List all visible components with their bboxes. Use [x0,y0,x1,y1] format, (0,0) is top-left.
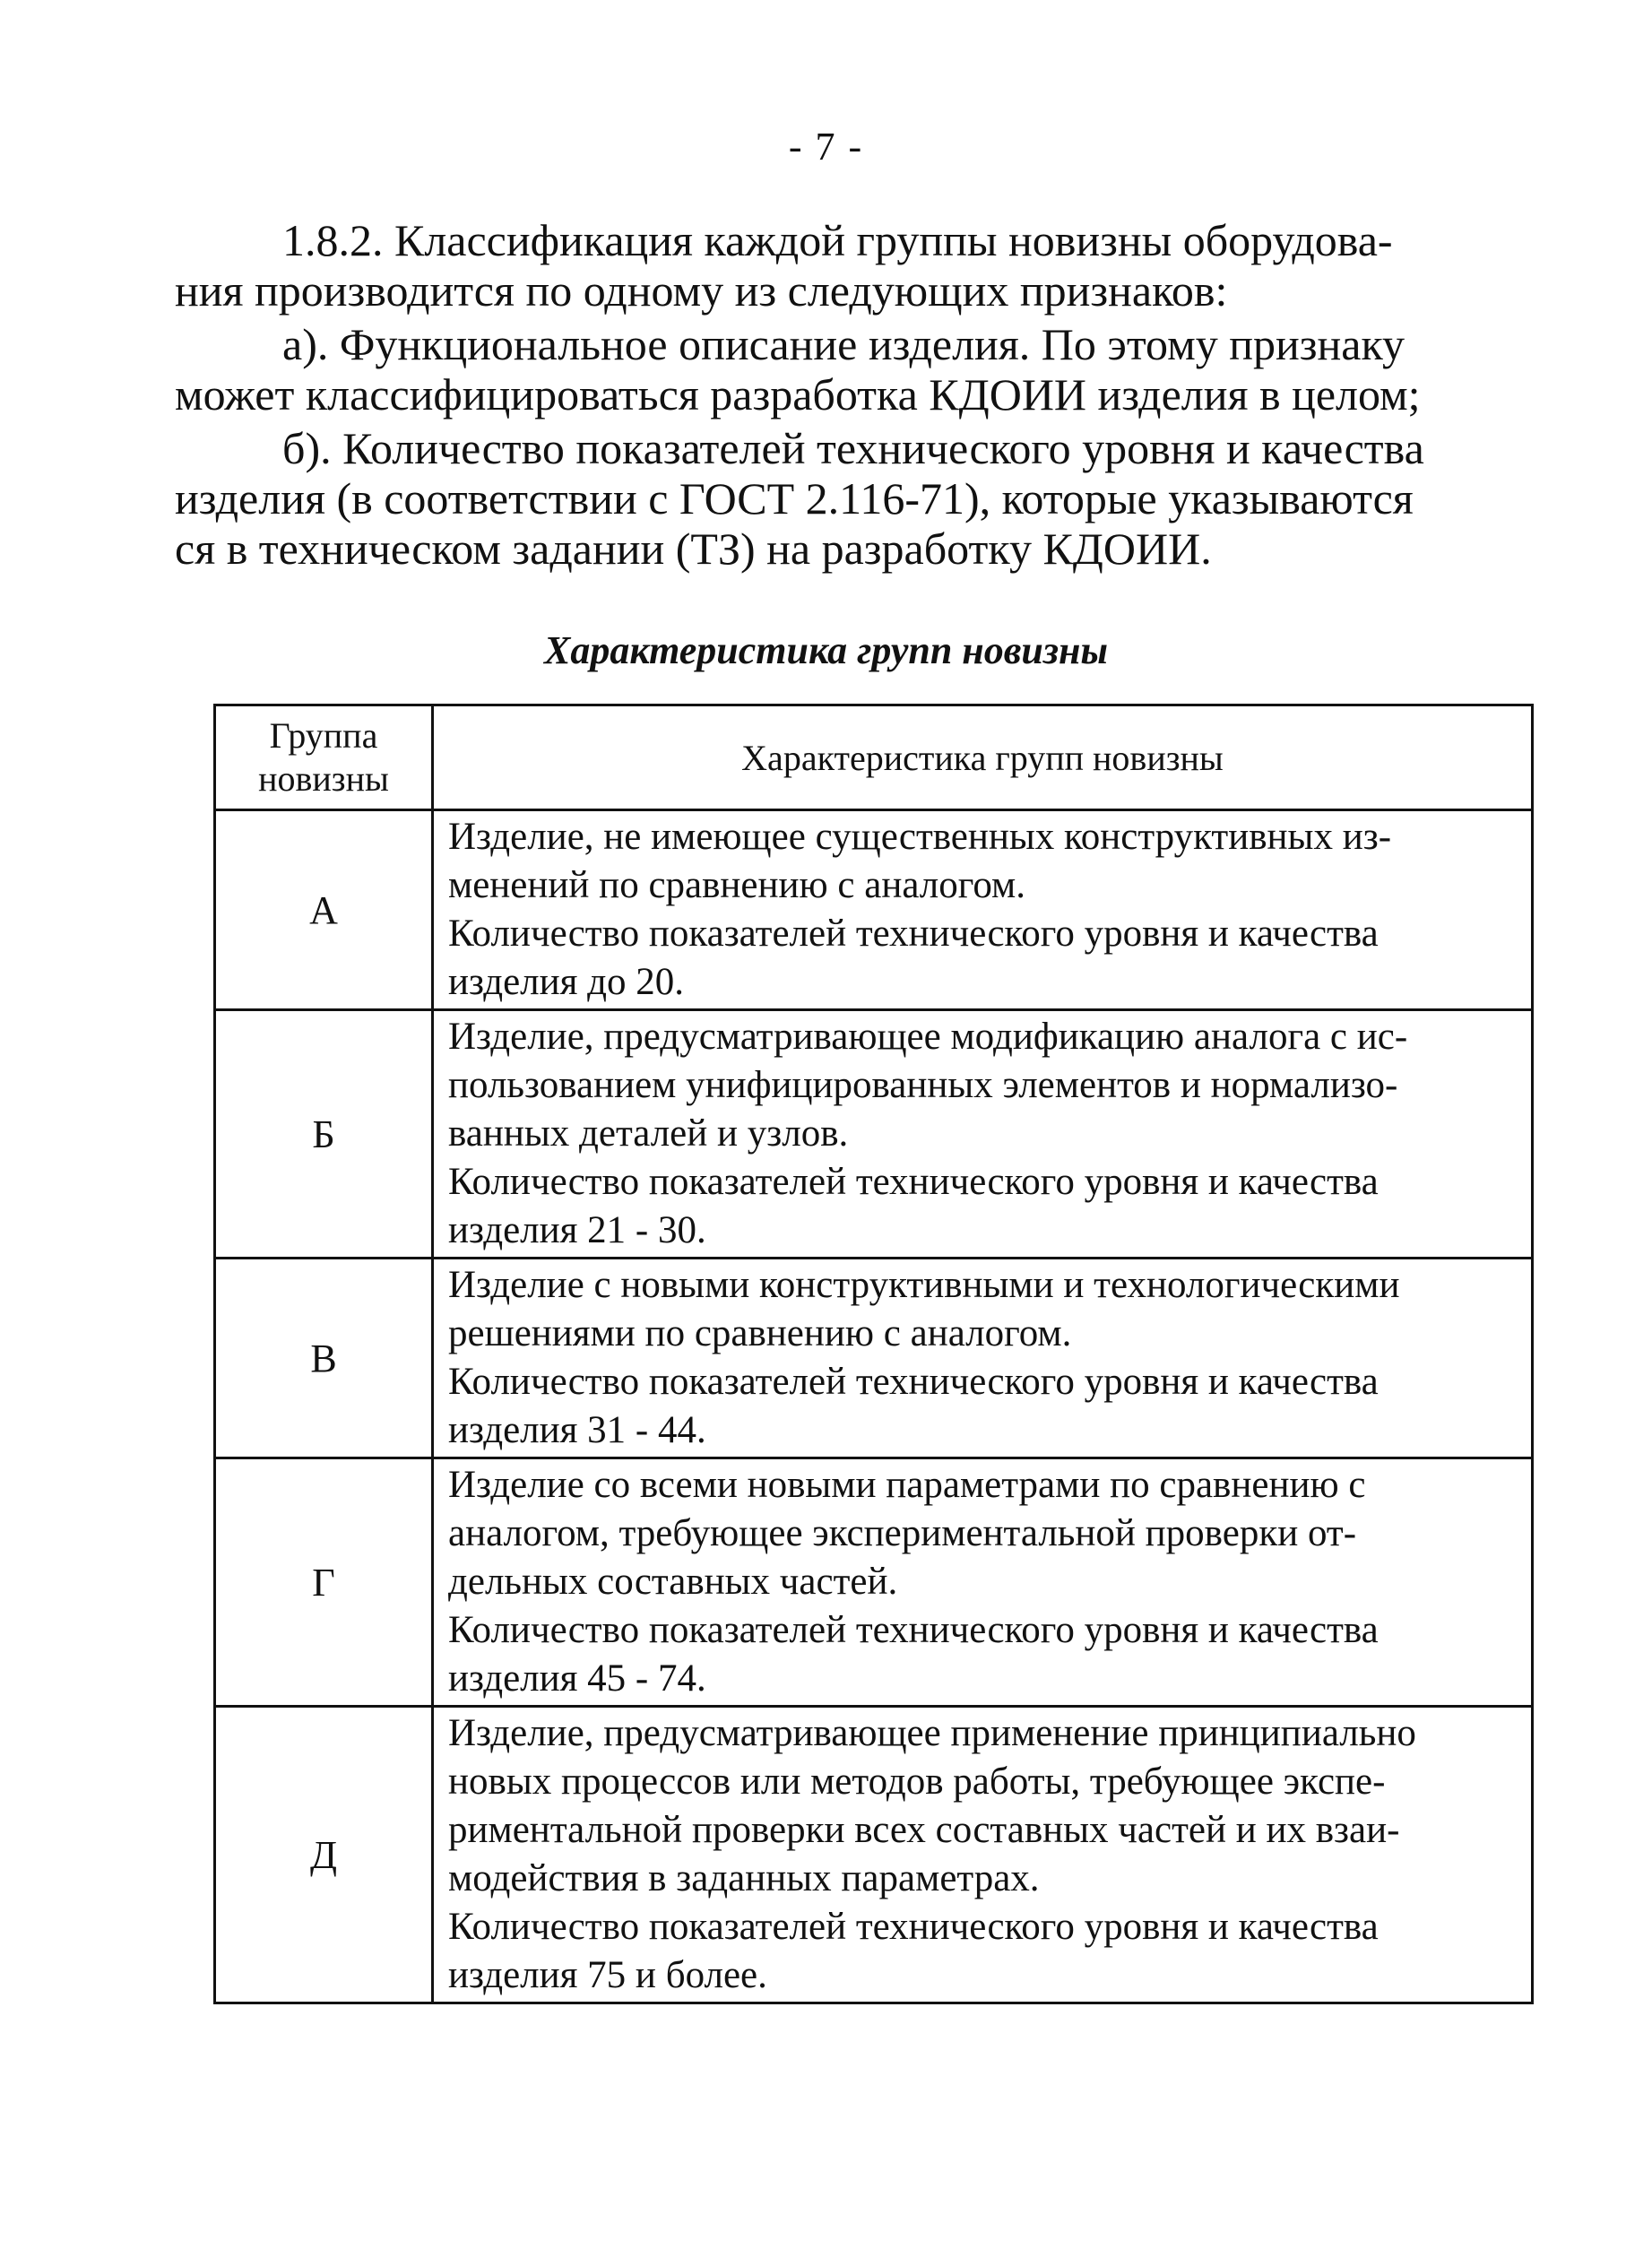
characteristic-cell [433,1707,1533,2003]
novelty-groups-table [213,704,1534,2004]
header-group [215,705,433,810]
paragraph-line: изделия (в соответствии с ГОСТ 2.116-71), которые указываются [175,473,1414,523]
cell-line: риментальной проверки всех составных частей и их взаи- [448,1809,1400,1851]
paragraph-line: ния производится по одному из следующих признаков: [175,265,1228,316]
header-group-line: Группа [269,715,378,756]
table-title: Характеристика групп новизны [544,628,1108,672]
group-cell: Д [215,1707,433,2003]
paragraph-line: 1.8.2. Классификация каждой группы новизны оборудова- [282,215,1393,265]
cell-line: Количество показателей технического уровня и качества [448,913,1379,955]
cell-line: изделия до 20. [448,961,685,1003]
group-cell: В [215,1259,433,1458]
cell-line: Количество показателей технического уровня и качества [448,1361,1379,1403]
table-header-row [215,705,1533,810]
cell-line: Изделие со всеми новыми параметрами по сравнению с [448,1464,1366,1506]
cell-line: дельных составных частей. [448,1561,898,1603]
paragraph-criterion-b [175,423,1466,574]
group-cell: Г [215,1458,433,1707]
cell-line: изделия 75 и более. [448,1954,767,1996]
cell-line: новых процессов или методов работы, требующее экспе- [448,1761,1386,1803]
cell-line: Количество показателей технического уровня и качества [448,1609,1379,1651]
cell-line: изделия 21 - 30. [448,1209,706,1251]
characteristic-cell [433,1259,1533,1458]
cell-line: аналогом, требующее экспериментальной проверки от- [448,1512,1357,1554]
cell-line: Изделие, предусматривающее применение принципиально [448,1712,1416,1754]
paragraph-line: может классифицироваться разработка КДОИИ изделия в целом; [175,369,1421,420]
table-row [215,1010,1533,1259]
cell-line: решениями по сравнению с аналогом. [448,1312,1072,1354]
cell-line: Изделие с новыми конструктивными и технологическими [448,1264,1400,1306]
header-group-line: новизны [258,758,389,799]
cell-line: Изделие, предусматривающее модификацию аналога с ис- [448,1016,1408,1058]
cell-line: Изделие, не имеющее существенных конструктивных из- [448,816,1392,858]
cell-line: изделия 31 - 44. [448,1409,706,1451]
cell-line: модействия в заданных параметрах. [448,1857,1040,1899]
paragraph-criterion-a [175,319,1466,420]
group-cell: Б [215,1010,433,1259]
cell-line: пользованием унифицированных элементов и нормализо- [448,1064,1398,1106]
table-row [215,810,1533,1010]
group-cell: А [215,810,433,1010]
cell-line: ванных деталей и узлов. [448,1112,849,1155]
page-number: - 7 - [788,125,864,169]
cell-line: Количество показателей технического уровня и качества [448,1161,1379,1203]
paragraph-classification [175,215,1466,316]
characteristic-cell [433,810,1533,1010]
cell-line: изделия 45 - 74. [448,1657,706,1700]
cell-line: менений по сравнению с аналогом. [448,864,1025,906]
cell-line: Количество показателей технического уровня и качества [448,1906,1379,1948]
characteristic-cell [433,1010,1533,1259]
paragraph-line: ся в техническом задании (ТЗ) на разработку КДОИИ. [175,523,1212,574]
table-row [215,1458,1533,1707]
characteristic-cell [433,1458,1533,1707]
table-row [215,1259,1533,1458]
paragraph-line: а). Функциональное описание изделия. По этому признаку [282,319,1405,369]
header-characteristic: Характеристика групп новизны [433,705,1533,810]
table-row [215,1707,1533,2003]
paragraph-line: б). Количество показателей технического уровня и качества [282,423,1424,473]
